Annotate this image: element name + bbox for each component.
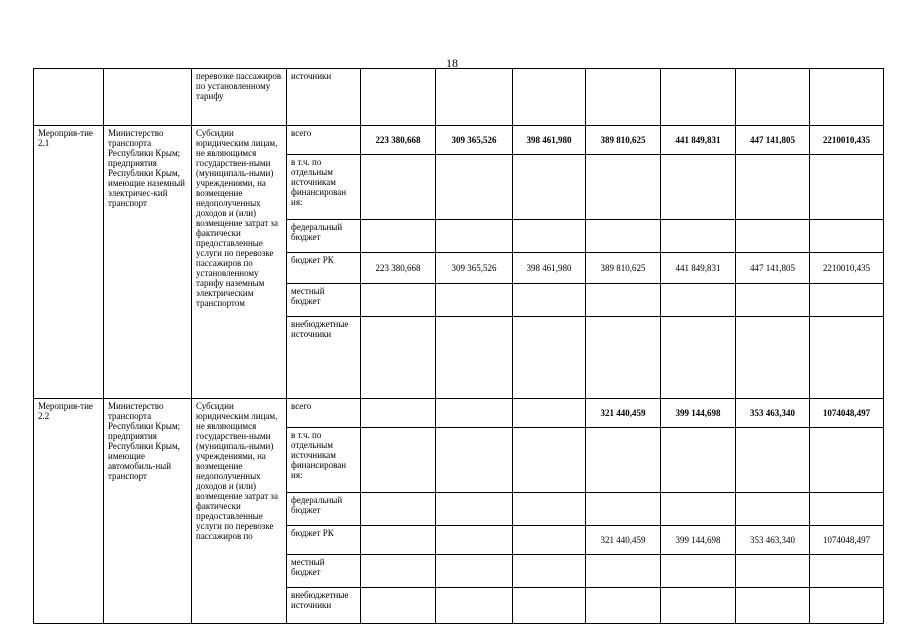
value-cell (661, 588, 736, 624)
value-cell (513, 493, 586, 526)
value-cell (810, 588, 884, 624)
value-cell (513, 588, 586, 624)
value-cell (513, 399, 586, 428)
value-cell (810, 555, 884, 588)
source-label: в т.ч. по отдельным источникам финансирован ия: (287, 428, 361, 493)
value-cell (361, 69, 436, 126)
carryover-description: перевозке пассажиров по установленному тарифу (192, 69, 287, 126)
source-label: всего (287, 399, 361, 428)
value-cell (436, 555, 513, 588)
value-cell (586, 317, 661, 399)
value-cell (810, 155, 884, 220)
measure-description: Субсидии юридическим лицам, не являющимся государствен-ными (муниципаль-ными) учреждениями, на возмещение недополученных доходов и (или) возмещение затрат за фактически предоставленные услуги по перевозке пассажиров по (192, 399, 287, 624)
value-cell: 223 380,668 (361, 253, 436, 284)
value-cell: 398 461,980 (513, 253, 586, 284)
carryover-id-cell (34, 69, 104, 126)
source-label: внебюджетные источники (287, 317, 361, 399)
value-cell (436, 526, 513, 555)
value-cell (736, 155, 810, 220)
measure-2-1-row-total (34, 126, 884, 155)
value-cell (810, 428, 884, 493)
value-cell (436, 155, 513, 220)
value-cell (661, 317, 736, 399)
value-cell: 2210010,435 (810, 253, 884, 284)
value-cell: 321 440,459 (586, 399, 661, 428)
source-label: всего (287, 126, 361, 155)
value-cell (736, 493, 810, 526)
value-cell: 441 849,831 (661, 126, 736, 155)
value-cell (436, 317, 513, 399)
value-cell (436, 220, 513, 253)
value-cell: 353 463,340 (736, 399, 810, 428)
value-cell (361, 399, 436, 428)
value-cell: 321 440,459 (586, 526, 661, 555)
value-cell (661, 555, 736, 588)
value-cell: 1074048,497 (810, 399, 884, 428)
value-cell (436, 493, 513, 526)
measure-executor: Министерство транспорта Республики Крым; предприятия Республики Крым, имеющие наземный электричес-кий транспорт (104, 126, 192, 399)
value-cell (361, 588, 436, 624)
funding-table (33, 68, 884, 624)
measure-id: Мероприя-тие 2.2 (34, 399, 104, 624)
value-cell (513, 526, 586, 555)
source-label: в т.ч. по отдельным источникам финансирован ия: (287, 155, 361, 220)
value-cell (736, 69, 810, 126)
value-cell: 398 461,980 (513, 126, 586, 155)
value-cell (736, 284, 810, 317)
carryover-row (34, 69, 884, 126)
carryover-source: источники (287, 69, 361, 126)
value-cell: 223 380,668 (361, 126, 436, 155)
value-cell (586, 555, 661, 588)
value-cell (586, 588, 661, 624)
source-label: местный бюджет (287, 555, 361, 588)
value-cell (661, 428, 736, 493)
value-cell (361, 555, 436, 588)
value-cell (810, 493, 884, 526)
value-cell (736, 555, 810, 588)
value-cell (513, 428, 586, 493)
value-cell (810, 220, 884, 253)
value-cell (513, 555, 586, 588)
value-cell (736, 588, 810, 624)
value-cell (436, 284, 513, 317)
value-cell (361, 155, 436, 220)
value-cell (436, 588, 513, 624)
value-cell (436, 399, 513, 428)
value-cell (361, 220, 436, 253)
value-cell (586, 428, 661, 493)
value-cell (736, 220, 810, 253)
page-number: 18 (446, 56, 458, 70)
source-label: федеральный бюджет (287, 220, 361, 253)
value-cell (661, 284, 736, 317)
value-cell (661, 220, 736, 253)
value-cell (586, 493, 661, 526)
source-label: федеральный бюджет (287, 493, 361, 526)
carryover-executor-cell (104, 69, 192, 126)
value-cell (513, 155, 586, 220)
value-cell (361, 284, 436, 317)
value-cell: 399 144,698 (661, 399, 736, 428)
value-cell (361, 493, 436, 526)
value-cell (810, 69, 884, 126)
value-cell: 447 141,805 (736, 253, 810, 284)
value-cell (513, 284, 586, 317)
value-cell (513, 220, 586, 253)
value-cell: 447 141,805 (736, 126, 810, 155)
value-cell: 353 463,340 (736, 526, 810, 555)
value-cell (586, 284, 661, 317)
value-cell (661, 493, 736, 526)
measure-description: Субсидии юридическим лицам, не являющимся государствен-ными (муниципаль-ными) учреждениями, на возмещение недополученных доходов и (или) возмещение затрат за фактически предоставленные услуги по перевозке пассажиров по установленному тарифу наземным электрическим транспортом (192, 126, 287, 399)
value-cell (436, 69, 513, 126)
value-cell (361, 526, 436, 555)
value-cell: 389 810,625 (586, 253, 661, 284)
value-cell: 2210010,435 (810, 126, 884, 155)
value-cell: 441 849,831 (661, 253, 736, 284)
value-cell: 309 365,526 (436, 126, 513, 155)
measure-id: Мероприя-тие 2.1 (34, 126, 104, 399)
value-cell: 399 144,698 (661, 526, 736, 555)
value-cell (513, 69, 586, 126)
value-cell (736, 428, 810, 493)
value-cell (361, 317, 436, 399)
value-cell: 309 365,526 (436, 253, 513, 284)
source-label: внебюджетные источники (287, 588, 361, 624)
value-cell (513, 317, 586, 399)
measure-executor: Министерство транспорта Республики Крым; предприятия Республики Крым, имеющие автомобиль-ный транспорт (104, 399, 192, 624)
source-label: бюджет РК (287, 253, 361, 284)
value-cell (661, 69, 736, 126)
value-cell (661, 155, 736, 220)
value-cell (361, 428, 436, 493)
value-cell (586, 220, 661, 253)
value-cell (736, 317, 810, 399)
value-cell: 1074048,497 (810, 526, 884, 555)
value-cell (810, 284, 884, 317)
source-label: местный бюджет (287, 284, 361, 317)
measure-2-2-row-total (34, 399, 884, 428)
value-cell (436, 428, 513, 493)
value-cell (810, 317, 884, 399)
value-cell: 389 810,625 (586, 126, 661, 155)
source-label: бюджет РК (287, 526, 361, 555)
value-cell (586, 69, 661, 126)
value-cell (586, 155, 661, 220)
